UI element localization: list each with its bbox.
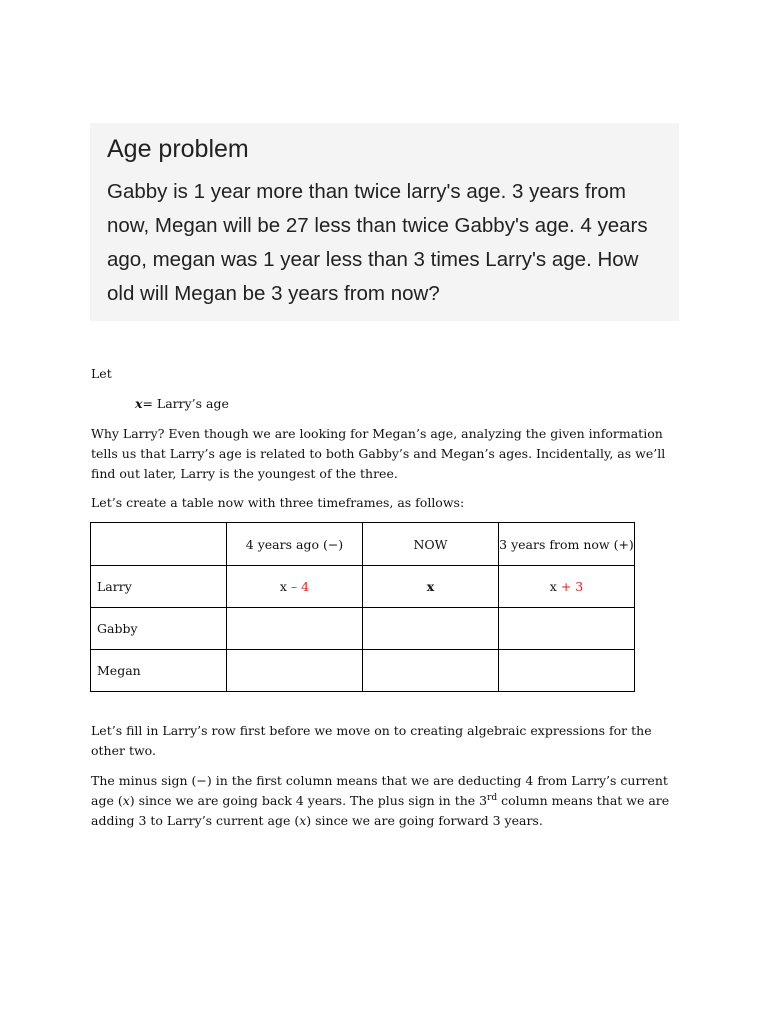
minus-text-2: ) since we are going back 4 years. The plus sign in the 3 bbox=[129, 793, 488, 808]
header-4-years-ago: 4 years ago (−) bbox=[227, 523, 363, 566]
ordinal-superscript: rd bbox=[487, 792, 498, 803]
header-now: NOW bbox=[363, 523, 499, 566]
table-row-gabby bbox=[91, 608, 635, 650]
why-paragraph: Why Larry? Even though we are looking for Megan’s age, analyzing the given information tells us that Larry’s age is related to both Gabby’s and Megan’s ages. Incidentally, as we’ll find out later, Larry is the youngest of the three. bbox=[91, 426, 666, 481]
table-row-megan bbox=[91, 650, 635, 692]
gabby-4-years-ago bbox=[227, 608, 363, 650]
gabby-3-years-from-now bbox=[499, 608, 635, 650]
let-label: Let bbox=[91, 366, 112, 381]
megan-3-years-from-now bbox=[499, 650, 635, 692]
minus-paragraph bbox=[91, 771, 676, 831]
row-label-gabby: Gabby bbox=[91, 608, 227, 650]
row-label-larry: Larry bbox=[91, 566, 227, 608]
larry-now: x bbox=[363, 566, 499, 608]
minus-text-1: The minus sign (−) in the first column means that we are deducting 4 from Larry’s current age ( bbox=[91, 773, 668, 808]
variable-definition bbox=[135, 394, 229, 414]
table-intro: Let’s create a table now with three timeframes, as follows: bbox=[91, 495, 465, 510]
larry-future-operator: + 3 bbox=[560, 579, 584, 594]
minus-text-3: column means that we are adding 3 to Larry’s current age ( bbox=[91, 793, 670, 828]
variable-x: x bbox=[135, 396, 143, 411]
megan-4-years-ago bbox=[227, 650, 363, 692]
row-label-megan: Megan bbox=[91, 650, 227, 692]
definition-text: = Larry’s age bbox=[142, 396, 229, 411]
fill-paragraph: Let’s fill in Larry’s row first before we move on to creating algebraic expressions for the other two. bbox=[91, 723, 652, 758]
table-header-row bbox=[91, 523, 635, 566]
minus-text-4: ) since we are going forward 3 years. bbox=[306, 813, 543, 828]
gabby-now bbox=[363, 608, 499, 650]
problem-title: Age problem bbox=[107, 135, 249, 163]
larry-3-years-from-now bbox=[499, 566, 635, 608]
variable-x-2: x bbox=[299, 813, 307, 828]
header-3-years-from-now: 3 years from now (+) bbox=[499, 523, 635, 566]
larry-4-years-ago bbox=[227, 566, 363, 608]
problem-text: Gabby is 1 year more than twice larry's age. 3 years from now, Megan will be 27 less than twice Gabby's age. 4 years ago, megan was 1 year less than 3 times Larry's age. How old will Megan be 3 years from now? bbox=[107, 180, 648, 305]
larry-past-base: x bbox=[279, 579, 291, 594]
larry-future-base: x bbox=[549, 579, 561, 594]
table-row-larry bbox=[91, 566, 635, 608]
age-table bbox=[90, 522, 635, 692]
variable-x-1: x bbox=[122, 793, 130, 808]
problem-image bbox=[90, 123, 679, 321]
header-empty-cell bbox=[91, 523, 227, 566]
larry-past-operator: – 4 bbox=[290, 579, 310, 594]
megan-now bbox=[363, 650, 499, 692]
